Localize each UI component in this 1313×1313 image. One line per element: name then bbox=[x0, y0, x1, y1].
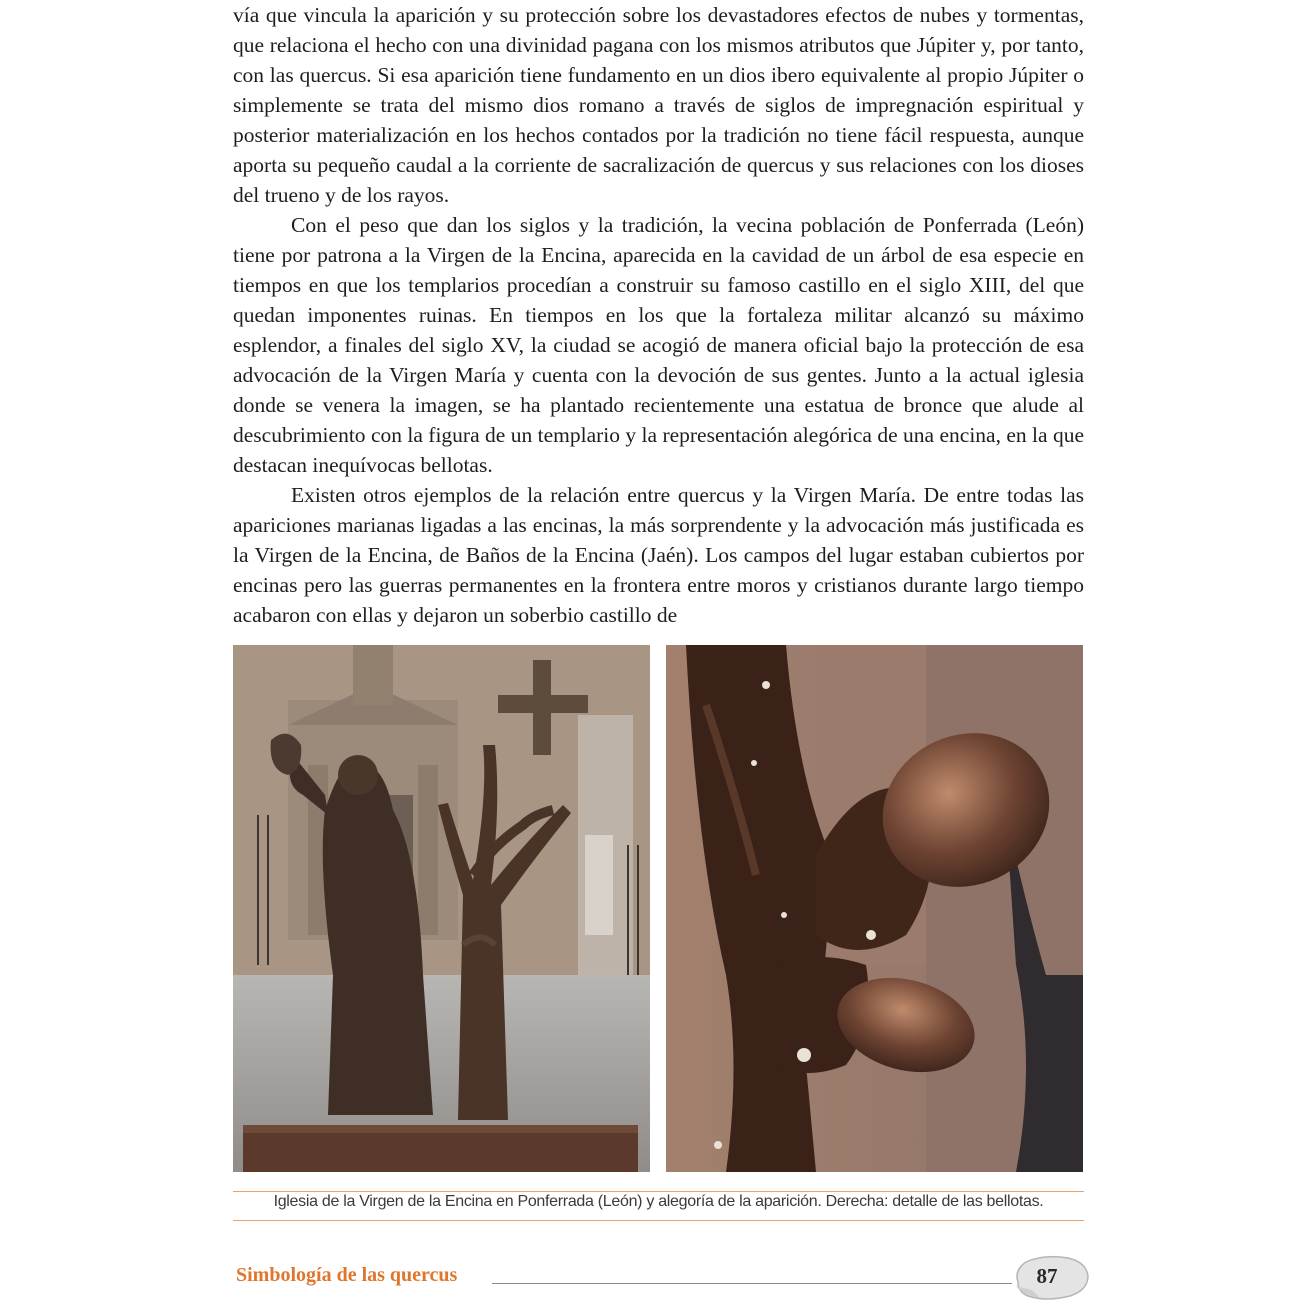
paragraph-2: Con el peso que dan los siglos y la tradición, la vecina población de Ponferrada (León) tiene por patrona a la Virgen de la Encina, aparecida en la cavidad de un árbol de esa especie en tiempos en que los templarios procedían a construir su famoso castillo en el siglo XIII, del que quedan imponentes ruinas. En tiempos en los que la fortaleza militar alcanzó su máximo esplendor, a finales del siglo XV, la ciudad se acogió de manera oficial bajo la protección de esa advocación de la Virgen María y cuenta con la devoción de sus gentes. Junto a la actual iglesia donde se venera la imagen, se ha plantado recientemente una estatua de bronce que alude al descubrimiento con la figura de un templario y la representación alegórica de una encina, en la que destacan inequívocas bellotas. bbox=[233, 213, 1084, 477]
paragraph-1: vía que vincula la aparición y su protección sobre los devastadores efectos de nubes y tormentas, que relaciona el hecho con una divinidad pagana con los mismos atributos que Júpiter y, por tanto, con las quercus. Si esa aparición tiene fundamento en un dios ibero equivalente al propio Júpiter o simplemente se trata del mismo dios romano a través de siglos de impregnación espiritual y posterior materialización en los hechos contados por la tradición no tiene fácil respuesta, aunque aporta su pequeño caudal a la corriente de sacralización de quercus y sus relaciones con los dioses del trueno y de los rayos. bbox=[233, 3, 1084, 207]
paragraph-3: Existen otros ejemplos de la relación entre quercus y la Virgen María. De entre todas las apariciones marianas ligadas a las encinas, la más sorprendente y la advocación más justificada es la Virgen de la Encina, de Baños de la Encina (Jaén). Los campos del lugar estaban cubiertos por encinas pero las guerras permanentes en la frontera entre moros y cristianos durante largo tiempo acabaron con ellas y dejaron un soberbio castillo de bbox=[233, 483, 1084, 627]
running-footer-title: Simbología de las quercus bbox=[236, 1264, 458, 1286]
caption-rule-top bbox=[233, 1191, 1084, 1192]
photo-statue-templar bbox=[233, 645, 650, 1172]
footer-rule bbox=[492, 1283, 1012, 1284]
page-number: 87 bbox=[1036, 1264, 1058, 1288]
photo-acorns-detail bbox=[666, 645, 1083, 1172]
caption-rule-bottom bbox=[233, 1220, 1084, 1221]
figure-caption: Iglesia de la Virgen de la Encina en Ponferrada (León) y alegoría de la aparición. Derecha: detalle de las bellotas. bbox=[273, 1193, 1044, 1210]
body-text bbox=[233, 0, 1084, 630]
